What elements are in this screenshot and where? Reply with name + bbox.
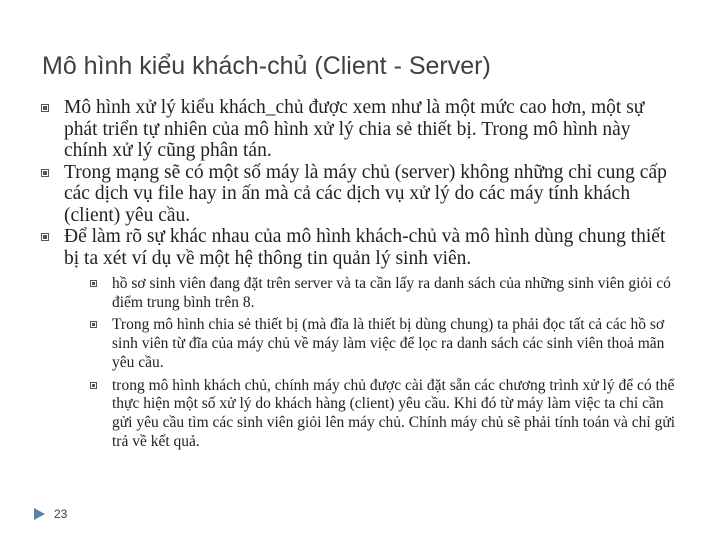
sub-bullet-text: Trong mô hình chia sẻ thiết bị (mà đĩa là thiết bị dùng chung) ta phải đọc tất cả các hồ sơ sinh viên từ đĩa của máy chủ về máy làm việc để lọc ra danh sách các sinh viên thoả mãn yêu cầu. [112, 316, 665, 371]
bullet-text: Để làm rõ sự khác nhau của mô hình khách-chủ và mô hình dùng chung thiết bị ta xét ví dụ về một hệ thông tin quản lý sinh viên. [64, 226, 666, 269]
square-bullet-icon [90, 280, 97, 287]
triangle-marker-icon [34, 508, 45, 520]
square-bullet-icon [41, 104, 49, 112]
slide-title: Mô hình kiểu khách-chủ (Client - Server) [42, 52, 491, 80]
square-bullet-icon [90, 321, 97, 328]
sub-bullet-text: trong mô hình khách chủ, chính máy chủ được cài đặt sẵn các chương trình xử lý để có thể thực hiện một số xử lý do khách hàng (client) yêu cầu. Khi đó từ máy làm việc ta chỉ cần gửi yêu cầu tìm các sinh viên giỏi lên máy chủ. Chính máy chủ sẽ phải tính toán và chỉ gửi trả về kết quả. [112, 376, 676, 450]
bullet-list [38, 97, 678, 455]
bullet-text: Mô hình xử lý kiểu khách_chủ được xem như là một mức cao hơn, một sự phát triển tự nhiên của mô hình xử lý chia sẻ thiết bị. Trong mô hình này chính xử lý cũng phân tán. [64, 97, 645, 161]
sub-bullet-item [86, 377, 678, 452]
sub-bullet-list [86, 275, 678, 451]
sub-bullet-item [86, 316, 678, 372]
page-number: 23 [54, 507, 68, 521]
square-bullet-icon [90, 382, 97, 389]
sub-bullet-item [86, 275, 678, 312]
square-bullet-icon [41, 233, 49, 241]
bullet-item [38, 162, 678, 227]
bullet-item [38, 226, 678, 451]
square-bullet-icon [41, 169, 49, 177]
sub-bullet-text: hồ sơ sinh viên đang đặt trên server và ta cần lấy ra danh sách của những sinh viên giỏi có điểm trung bình trên 8. [112, 275, 671, 311]
bullet-text: Trong mạng sẽ có một số máy là máy chủ (server) không những chỉ cung cấp các dịch vụ file hay in ấn mà cả các dịch vụ xử lý do các máy tính khách (client) yêu cầu. [64, 161, 667, 226]
bullet-item [38, 97, 678, 162]
